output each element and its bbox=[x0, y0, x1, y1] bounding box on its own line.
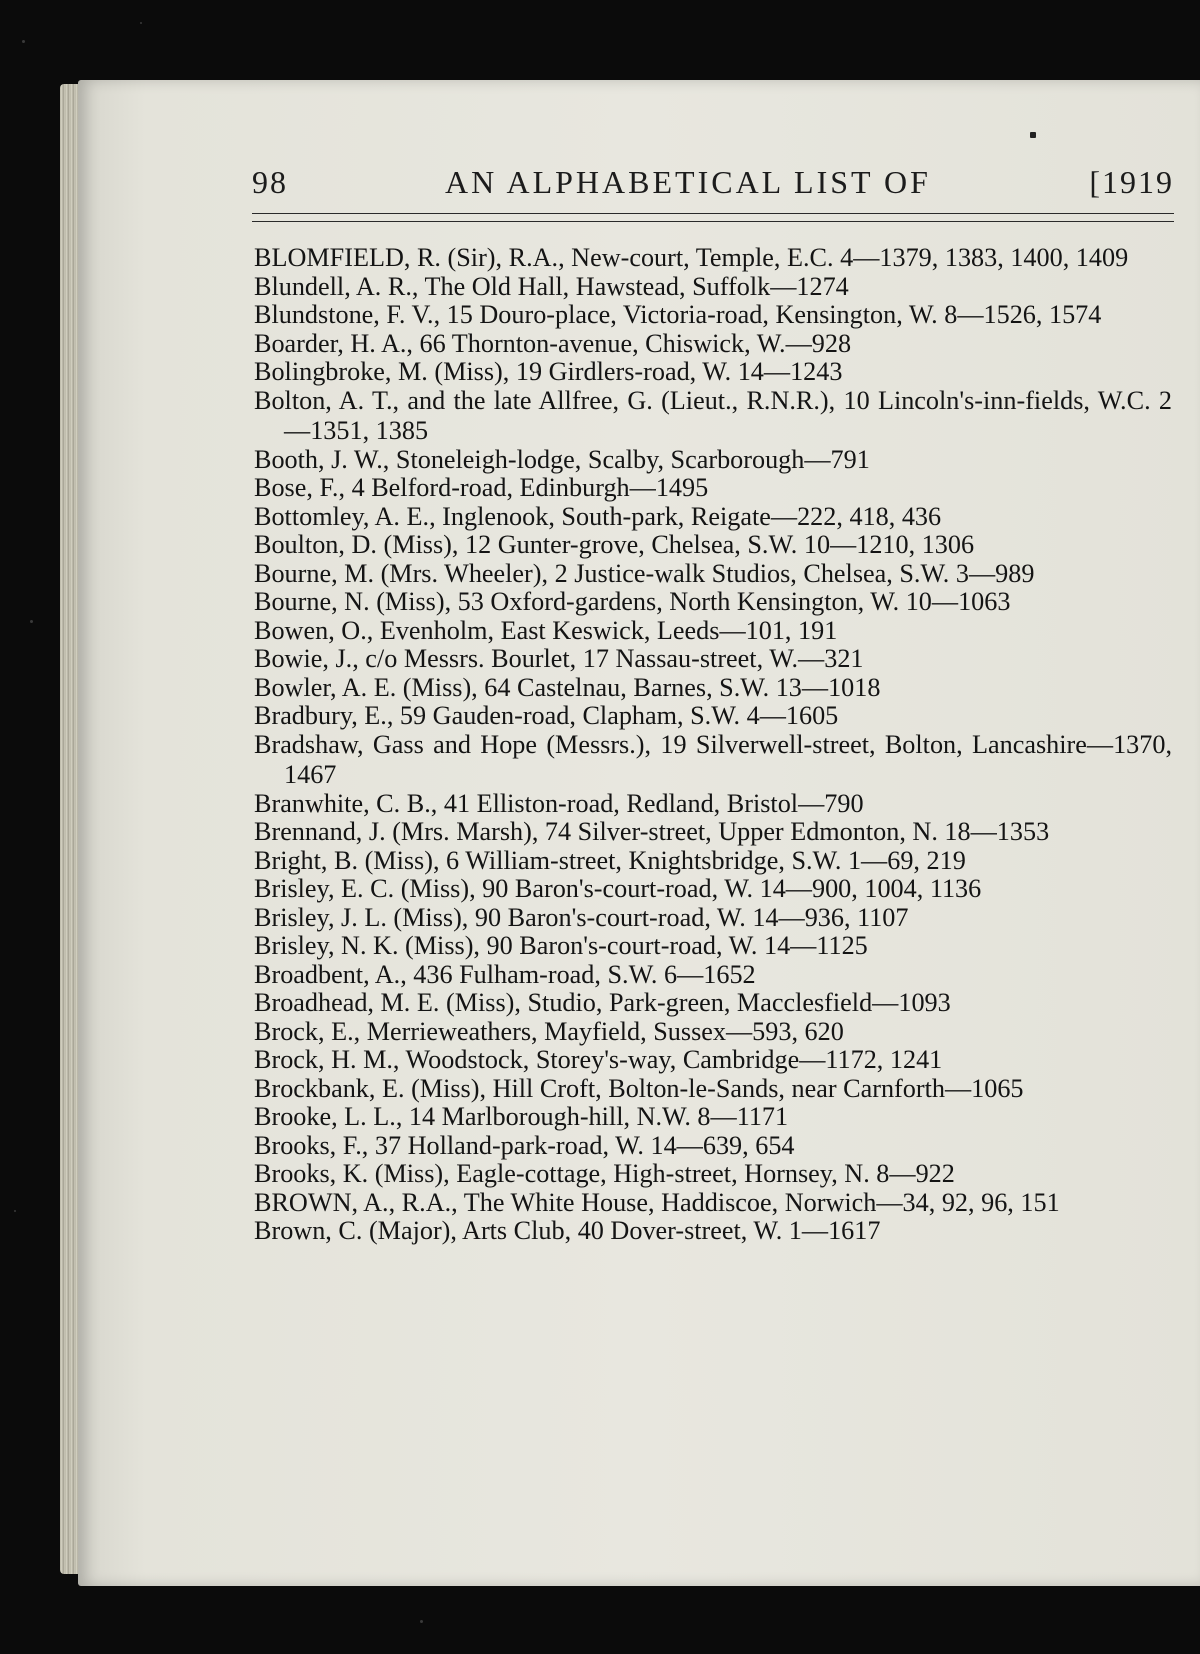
list-entry: Brooks, F., 37 Holland-park-road, W. 14—639, 654 bbox=[254, 1130, 795, 1160]
list-entry: Bowen, O., Evenholm, East Keswick, Leeds—101, 191 bbox=[254, 615, 838, 645]
background-speck-4 bbox=[14, 1210, 16, 1212]
list-entry: Brooks, K. (Miss), Eagle-cottage, High-street, Hornsey, N. 8—922 bbox=[254, 1159, 955, 1188]
year-label: [1919 bbox=[1089, 164, 1174, 200]
background-speck-3 bbox=[30, 620, 33, 623]
list-entry: Brisley, E. C. (Miss), 90 Baron's-court-road, W. 14—900, 1004, 1136 bbox=[254, 874, 982, 903]
list-entry: Bowie, J., c/o Messrs. Bourlet, 17 Nassau-street, W.—321 bbox=[254, 644, 864, 673]
list-entry: Bowler, A. E. (Miss), 64 Castelnau, Barnes, S.W. 13—1018 bbox=[254, 672, 881, 702]
background-speck-5 bbox=[420, 1620, 423, 1623]
list-entry: Bourne, N. (Miss), 53 Oxford-gardens, North Kensington, W. 10—1063 bbox=[254, 587, 1011, 616]
list-entry: Bolingbroke, M. (Miss), 19 Girdlers-road, W. 14—1243 bbox=[254, 357, 843, 386]
entry-list bbox=[254, 243, 1172, 1245]
list-entry: Blundell, A. R., The Old Hall, Hawstead, Suffolk—1274 bbox=[254, 271, 849, 301]
list-entry: Brown, C. (Major), Arts Club, 40 Dover-street, W. 1—1617 bbox=[254, 1216, 881, 1245]
list-entry: Boarder, H. A., 66 Thornton-avenue, Chiswick, W.—928 bbox=[254, 328, 852, 358]
list-entry: Brennand, J. (Mrs. Marsh), 74 Silver-street, Upper Edmonton, N. 18—1353 bbox=[254, 817, 1050, 846]
background-speck-1 bbox=[22, 40, 25, 43]
list-entry: Bourne, M. (Mrs. Wheeler), 2 Justice-walk Studios, Chelsea, S.W. 3—989 bbox=[254, 558, 1035, 588]
list-entry: Bottomley, A. E., Inglenook, South-park, Reigate—222, 418, 436 bbox=[254, 501, 942, 531]
background-speck-2 bbox=[140, 22, 142, 24]
list-entry: Brisley, N. K. (Miss), 90 Baron's-court-road, W. 14—1125 bbox=[254, 931, 868, 960]
list-entry: Branwhite, C. B., 41 Elliston-road, Redland, Bristol—790 bbox=[254, 788, 864, 818]
list-entry: Bradbury, E., 59 Gauden-road, Clapham, S.W. 4—1605 bbox=[254, 701, 839, 730]
header-double-rule bbox=[252, 213, 1174, 222]
running-header bbox=[252, 164, 1174, 204]
list-entry: Bolton, A. T., and the late Allfree, G. (Lieut., R.N.R.), 10 Lincoln's-inn-fields, W.C. 2—1351, 1385 bbox=[254, 385, 1172, 445]
list-entry: BROWN, A., R.A., The White House, Haddiscoe, Norwich—34, 92, 96, 151 bbox=[254, 1187, 1060, 1217]
list-entry: Brock, H. M., Woodstock, Storey's-way, Cambridge—1172, 1241 bbox=[254, 1045, 943, 1074]
list-entry: Boulton, D. (Miss), 12 Gunter-grove, Chelsea, S.W. 10—1210, 1306 bbox=[254, 530, 975, 559]
list-entry: Brock, E., Merrieweathers, Mayfield, Sussex—593, 620 bbox=[254, 1016, 844, 1046]
list-entry: Brooke, L. L., 14 Marlborough-hill, N.W. 8—1171 bbox=[254, 1102, 789, 1131]
list-entry: Blundstone, F. V., 15 Douro-place, Victoria-road, Kensington, W. 8—1526, 1574 bbox=[254, 300, 1102, 329]
running-title: AN ALPHABETICAL LIST OF bbox=[445, 164, 931, 200]
print-mark bbox=[1030, 132, 1036, 138]
list-entry: Broadhead, M. E. (Miss), Studio, Park-green, Macclesfield—1093 bbox=[254, 988, 951, 1017]
list-entry: Bradshaw, Gass and Hope (Messrs.), 19 Silverwell-street, Bolton, Lancashire—1370, 1467 bbox=[254, 729, 1172, 789]
list-entry: Bose, F., 4 Belford-road, Edinburgh—1495 bbox=[254, 473, 709, 502]
list-entry: BLOMFIELD, R. (Sir), R.A., New-court, Temple, E.C. 4—1379, 1383, 1400, 1409 bbox=[254, 243, 1129, 272]
list-entry: Brockbank, E. (Miss), Hill Croft, Bolton-le-Sands, near Carnforth—1065 bbox=[254, 1073, 1024, 1103]
page-number: 98 bbox=[252, 164, 288, 200]
list-entry: Brisley, J. L. (Miss), 90 Baron's-court-road, W. 14—936, 1107 bbox=[254, 902, 909, 932]
list-entry: Bright, B. (Miss), 6 William-street, Knightsbridge, S.W. 1—69, 219 bbox=[254, 845, 966, 875]
list-entry: Booth, J. W., Stoneleigh-lodge, Scalby, Scarborough—791 bbox=[254, 444, 870, 474]
list-entry: Broadbent, A., 436 Fulham-road, S.W. 6—1652 bbox=[254, 959, 756, 989]
